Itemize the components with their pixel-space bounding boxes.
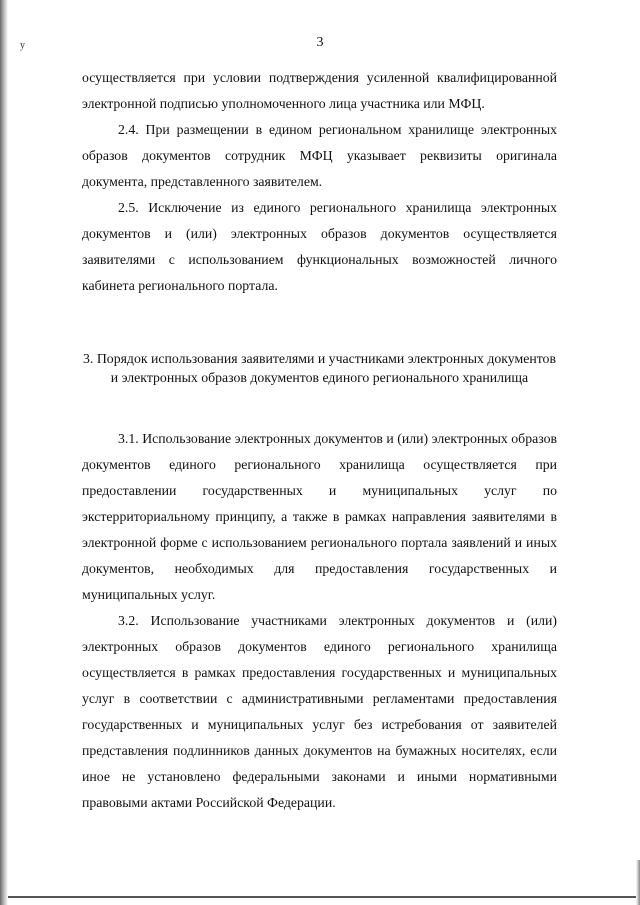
- scan-edge-left: [0, 0, 8, 905]
- section-3-heading: 3. Порядок использования заявителями и участниками электронных документов и электронных образов документов единого регионального хранилища: [83, 351, 556, 385]
- scan-edge-bottom: [8, 896, 640, 898]
- paragraph-2-5: 2.5. Исключение из единого регионального хранилища электронных документов и (или) электронных образов документов осуществляется заявителями с использованием функциональных возможностей личного кабинета регионального портала.: [82, 200, 557, 293]
- section-3-body: [82, 426, 557, 816]
- section-2-continuation: [82, 65, 557, 299]
- paragraph-3-1: 3.1. Использование электронных документов и (или) электронных образов документов единого регионального хранилища осуществляется при предоставлении государственных и муниципальных услуг по экстерриториальному принципу, а также в рамках направления заявителями в электронной форме с использованием регионального портала заявлений и иных документов, необходимых для предоставления государственных и муниципальных услуг.: [82, 431, 557, 602]
- paragraph-2-3-end: осуществляется при условии подтверждения усиленной квалифицированной электронной подписью уполномоченного лица участника или МФЦ.: [82, 70, 557, 111]
- scan-edge-right: [636, 860, 640, 905]
- paragraph-3-2: 3.2. Использование участниками электронных документов и (или) электронных образов документов единого регионального хранилища осуществляется в рамках предоставления государственных и муниципальных услуг в соответствии с административными регламентами предоставления государственных и муниципальных услуг без истребования от заявителей представления подлинников данных документов на бумажных носителях, если иное не установлено федеральными законами и иными нормативными правовыми актами Российской Федерации.: [82, 613, 557, 810]
- page-number: 3: [316, 35, 324, 50]
- paragraph-2-4: 2.4. При размещении в едином региональном хранилище электронных образов документов сотрудник МФЦ указывает реквизиты оригинала документа, представленного заявителем.: [82, 122, 557, 189]
- scan-mark: у: [20, 40, 25, 51]
